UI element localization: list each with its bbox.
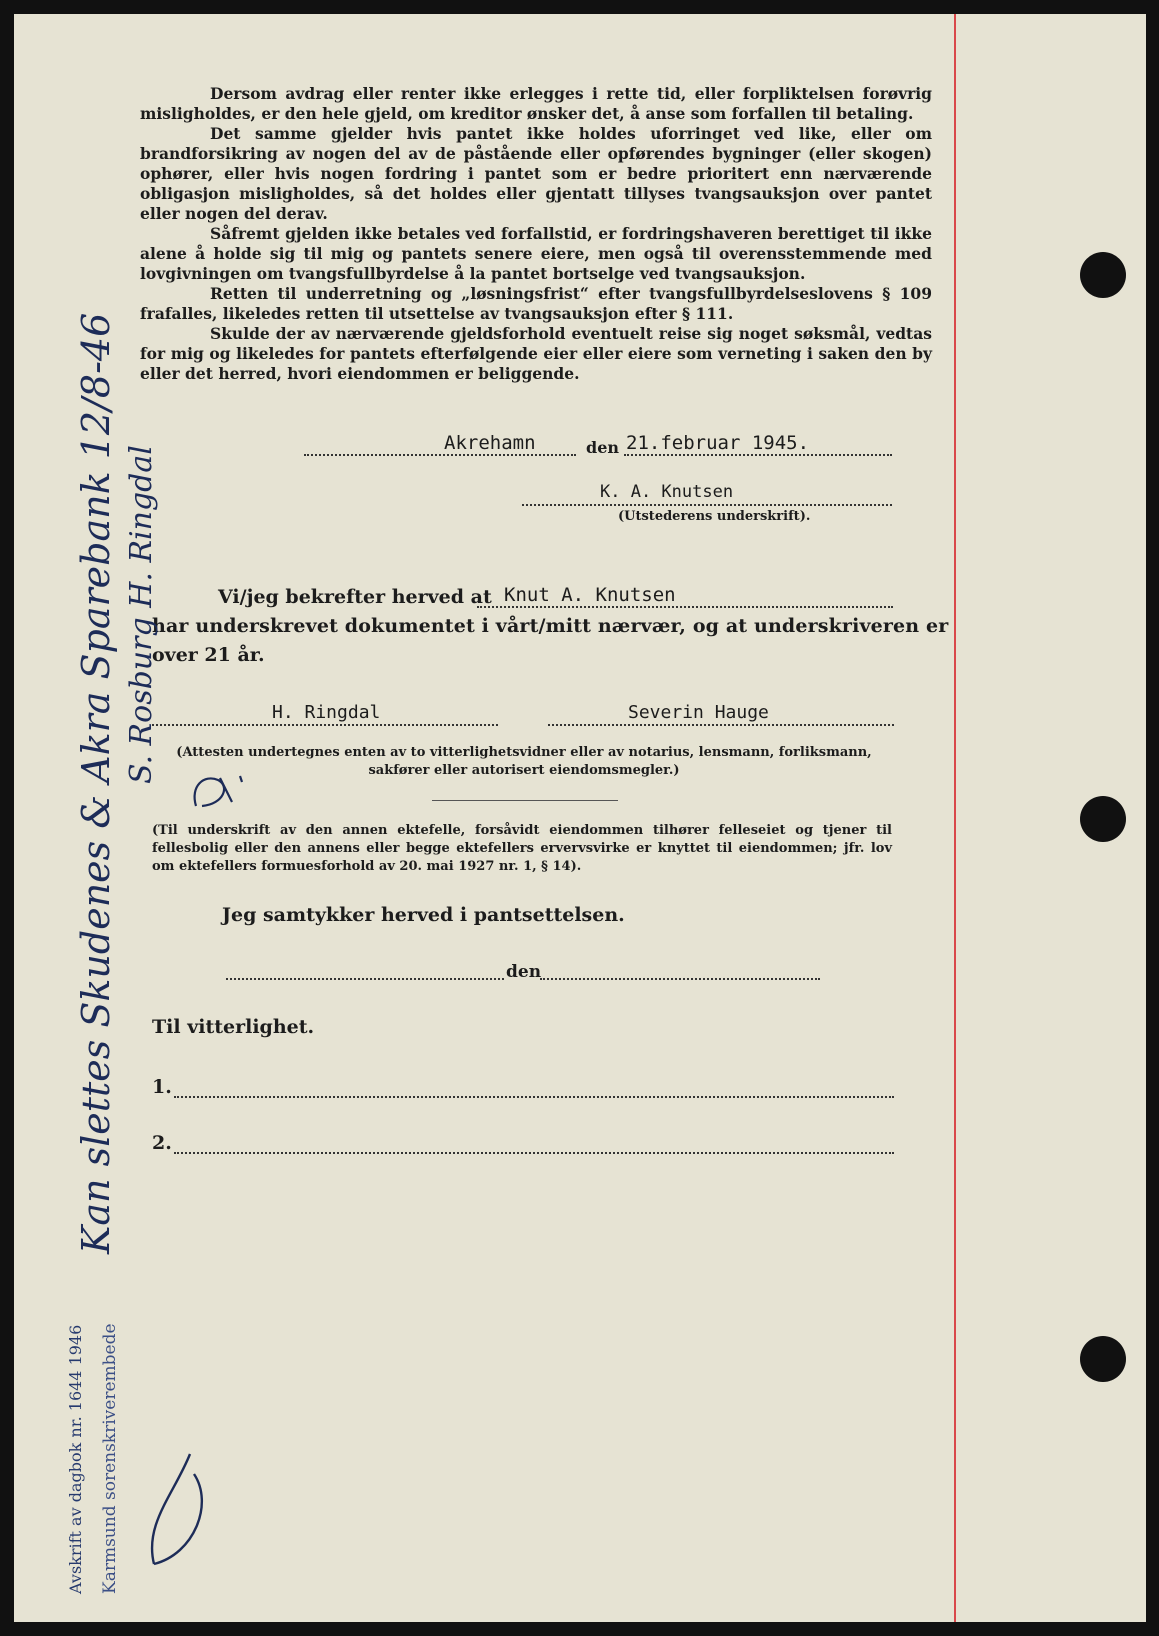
terms-paragraph: Såfremt gjelden ikke betales ved forfallstid, er fordringshaveren berettiget til ikke alene å holde sig til mig og pantets senere eiere, men også til overensstemmende med lovgivningen om tvangsfullbyrdelse å la pantet bortselge ved tvangsauksjon. bbox=[140, 224, 932, 283]
consent-den: den bbox=[506, 962, 542, 982]
attest-note: (Attesten undertegnes enten av to vitterlighetsvidner eller av notarius, lensmann, forliksmann, sakfører eller autorisert eiendomsmegler.) bbox=[176, 745, 872, 778]
terms-paragraph: Det samme gjelder hvis pantet ikke holdes uforringet ved like, eller om brandforsikring av nogen del av de påstående eller opførendes bygninger (eller skogen) ophører, eller hvis nogen fordring i pantet som er bedre prioritert enn nærværende obligasjon misligholdes, så det holdes eller gjentatt tillyses tvangsauksjon over pantet eller nogen del derav. bbox=[140, 124, 932, 223]
spouse-note: (Til underskrift av den annen ektefelle, forsåvidt eiendommen tilhører felleseiet og tjener til fellesbolig eller den annens eller begge ektefellers ervervsvirke er knyttet til eiendommen; jfr. lov om ektefellers formuesforhold av 20. mai 1927 nr. 1, § 14). bbox=[152, 823, 892, 874]
issuer-caption: (Utstederens underskrift). bbox=[618, 509, 811, 524]
punch-hole bbox=[1080, 796, 1126, 842]
confirm-line2: har underskrevet dokumentet i vårt/mitt nærvær, og at underskriveren er bbox=[152, 615, 949, 637]
consent-text: Jeg samtykker herved i pantsettelsen. bbox=[222, 904, 625, 926]
issuer-signature: K. A. Knutsen bbox=[600, 482, 734, 502]
margin-handwriting-signatures: S. Rosburg H. Ringdal bbox=[124, 445, 159, 784]
margin-handwritten-initial bbox=[134, 1434, 224, 1584]
witness-2: Severin Hauge bbox=[628, 702, 769, 723]
witness-number-1: 1. bbox=[152, 1076, 172, 1098]
document-page bbox=[14, 14, 1146, 1622]
consent-place-line bbox=[226, 964, 504, 980]
terms-paragraph: Skulde der av nærværende gjeldsforhold eventuelt reise sig noget søksmål, vedtas for mig og likeledes for pantets efterfølgende eier eller eiere som verneting i saken den by eller det herred, hvori eiendommen er beliggende. bbox=[140, 324, 932, 383]
punch-hole bbox=[1080, 252, 1126, 298]
consent-date-line bbox=[540, 964, 820, 980]
place: Akrehamn bbox=[444, 432, 536, 454]
margin-red-line bbox=[954, 14, 956, 1622]
margin-registration-stamp: Avskrift av dagbok nr. 1644 1946 bbox=[66, 1324, 85, 1594]
til-vitterlighet: Til vitterlighet. bbox=[152, 1016, 315, 1038]
spouse-signature-line bbox=[432, 800, 618, 801]
witness-number-2: 2. bbox=[152, 1132, 172, 1154]
terms-paragraph: Dersom avdrag eller renter ikke erlegges i rette tid, eller forpliktelsen forøvrig misligholdes, er den hele gjeld, om kreditor ønsker det, å anse som forfallen til betaling. bbox=[140, 84, 932, 123]
terms-text bbox=[140, 84, 932, 384]
date: 21.februar 1945. bbox=[626, 432, 810, 454]
confirm-line3: over 21 år. bbox=[152, 644, 265, 666]
witness-line-2 bbox=[174, 1134, 894, 1154]
witness-1: H. Ringdal bbox=[272, 702, 381, 723]
witness-line-1 bbox=[174, 1078, 894, 1098]
confirm-prefix: Vi/jeg bekrefter herved at bbox=[218, 586, 492, 608]
handwritten-initial-mark bbox=[184, 766, 274, 816]
margin-handwriting-release: Kan slettes Skudenes & Akra Sparebank 12/8-46 bbox=[74, 312, 118, 1254]
margin-office-stamp: Karmsund sorenskriverembede bbox=[100, 1323, 120, 1594]
confirm-name: Knut A. Knutsen bbox=[504, 584, 676, 606]
punch-hole bbox=[1080, 1336, 1126, 1382]
terms-paragraph: Retten til underretning og „løsningsfrist“ efter tvangsfullbyrdelseslovens § 109 frafalles, likeledes retten til utsettelse av tvangsauksjon efter § 111. bbox=[140, 284, 932, 323]
den-label: den bbox=[586, 438, 619, 457]
